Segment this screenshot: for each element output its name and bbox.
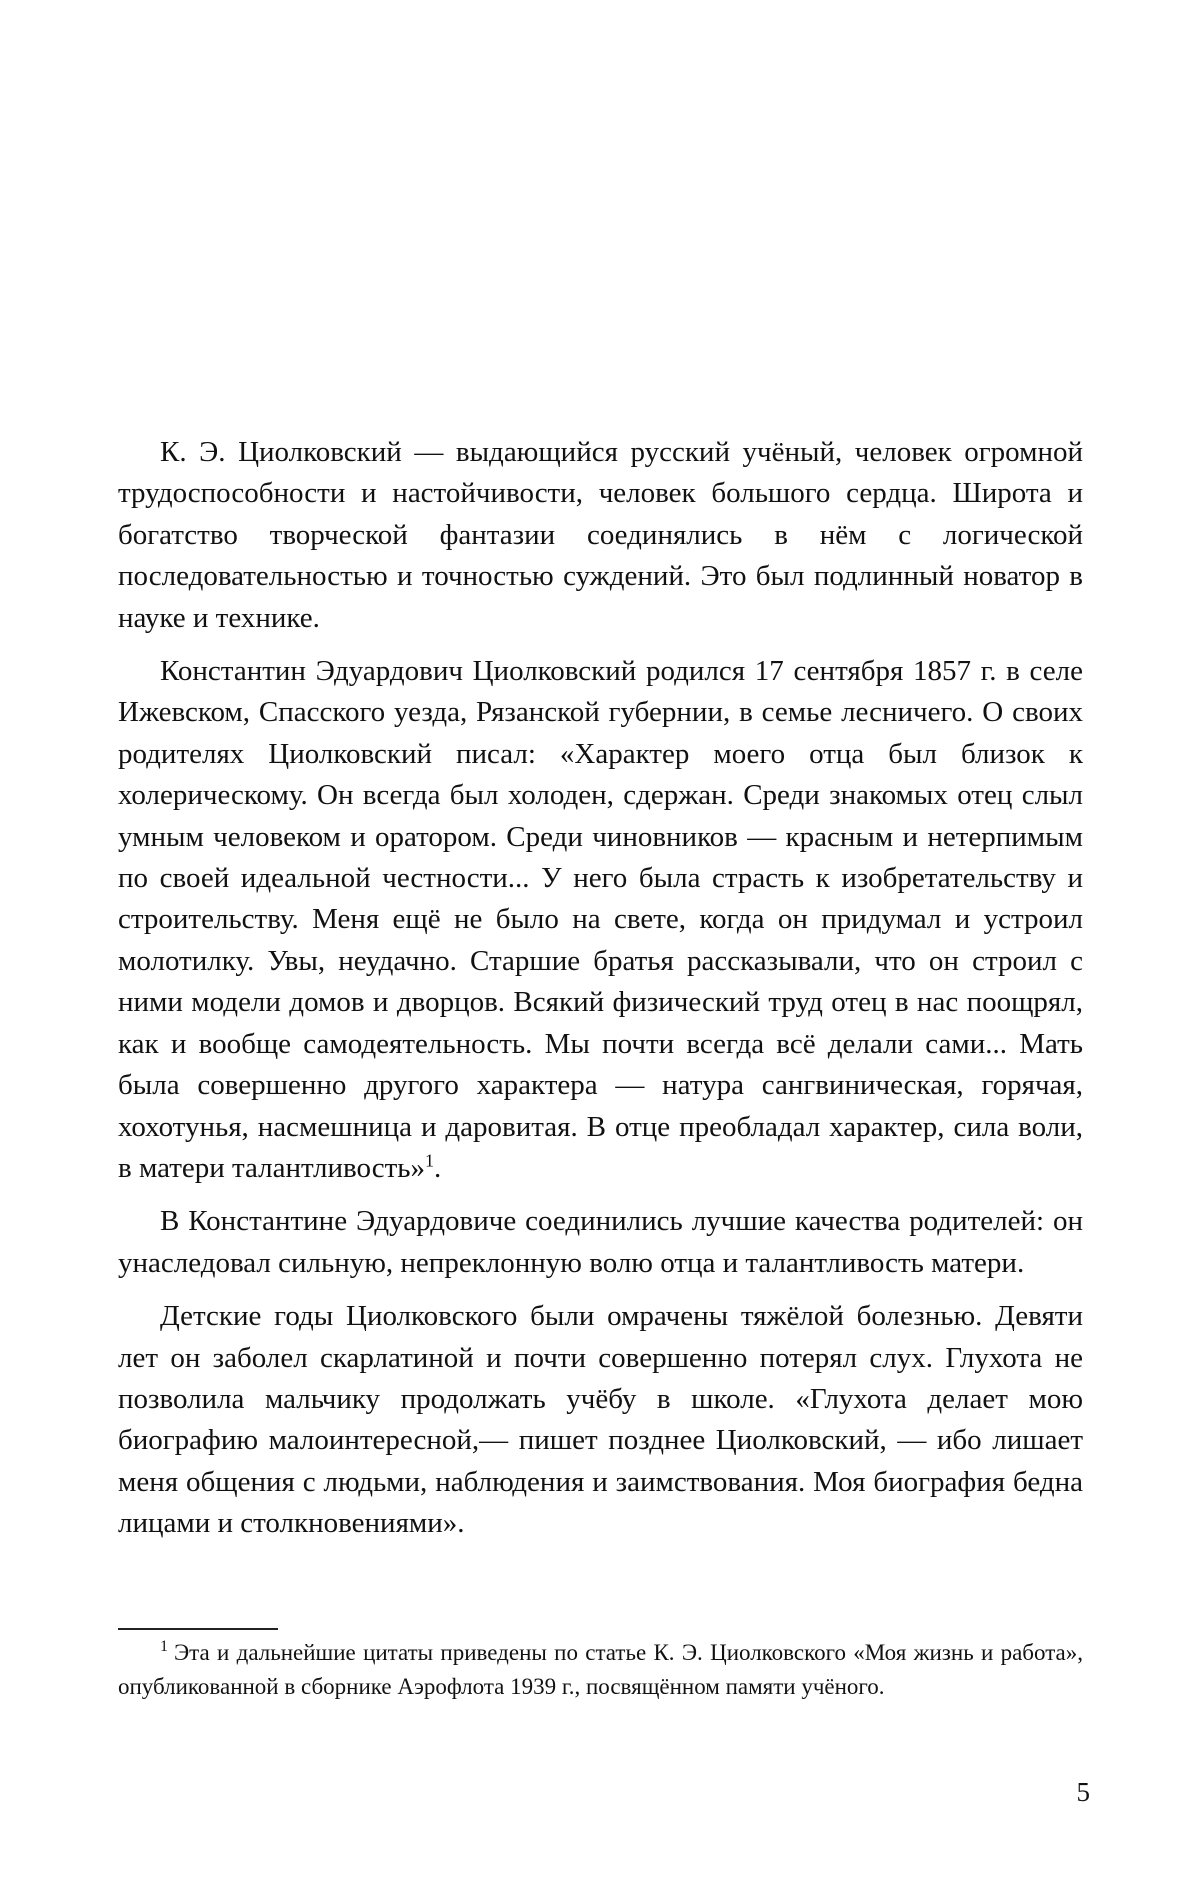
paragraph-intro-text: К. Э. Циолковский — выдающийся русский учёный, человек огромной трудоспособности и настойчивости, человек большого сердца. Широта и богатство творческой фантазии соединялись в нём с логической последовательностью и точностью суждений. Это был подлинный новатор в науке и технике.: [118, 436, 1083, 634]
footnote: [118, 1636, 1083, 1704]
page-number: 5: [1060, 1776, 1090, 1808]
paragraph-biography-text: Константин Эдуардович Циолковский родился 17 сентября 1857 г. в селе Ижевском, Спасского уезда, Рязанской губернии, в семье лесничего. О своих родителях Циолковский писал: «Характер моего отца был близок к холерическому. Он всегда был холоден, сдержан. Среди знакомых отец слыл умным человеком и оратором. Среди чиновников — красным и нетерпимым по своей идеальной честности... У него была страсть к изобретательству и строительству. Меня ещё не было на свете, когда он придумал и устроил молотилку. Увы, неудачно. Старшие братья рассказывали, что он строил с ними модели домов и дворцов. Всякий физический труд отец в нас поощрял, как и вообще самодеятельность. Мы почти всегда всё делали сами... Мать была совершенно другого характера — натура сангвиническая, горячая, хохотунья, насмешница и даровитая. В отце преобладал характер, сила воли, в матери талантливость»: [118, 655, 1083, 1184]
footnote-text: Эта и дальнейшие цитаты приведены по статье К. Э. Циолковского «Моя жизнь и работа», опубликованной в сборнике Аэрофлота 1939 г., посвящённом памяти учёного.: [118, 1640, 1083, 1699]
paragraph-childhood-text: Детские годы Циолковского были омрачены тяжёлой болезнью. Девяти лет он заболел скарлатиной и почти совершенно потерял слух. Глухота не позволила мальчику продолжать учёбу в школе. «Глухота делает мою биографию малоинтересной,— пишет позднее Циолковский, — ибо лишает меня общения с людьми, наблюдения и заимствования. Моя биография бедна лицами и столкновениями».: [118, 1300, 1083, 1539]
main-text: [118, 432, 1083, 1557]
footnote-reference: 1: [425, 1150, 434, 1170]
paragraph-intro: [118, 432, 1083, 639]
paragraph-parents-qualities: [118, 1201, 1083, 1284]
paragraph-biography-tail: .: [434, 1152, 441, 1184]
paragraph-biography: [118, 651, 1083, 1189]
paragraph-childhood: [118, 1296, 1083, 1544]
book-page: [0, 0, 1200, 1897]
paragraph-parents-qualities-text: В Константине Эдуардовиче соединились лучшие качества родителей: он унаследовал сильную, непреклонную волю отца и талантливость матери.: [118, 1205, 1083, 1278]
footnote-divider: [118, 1628, 278, 1630]
footnote-mark: 1: [160, 1638, 168, 1655]
